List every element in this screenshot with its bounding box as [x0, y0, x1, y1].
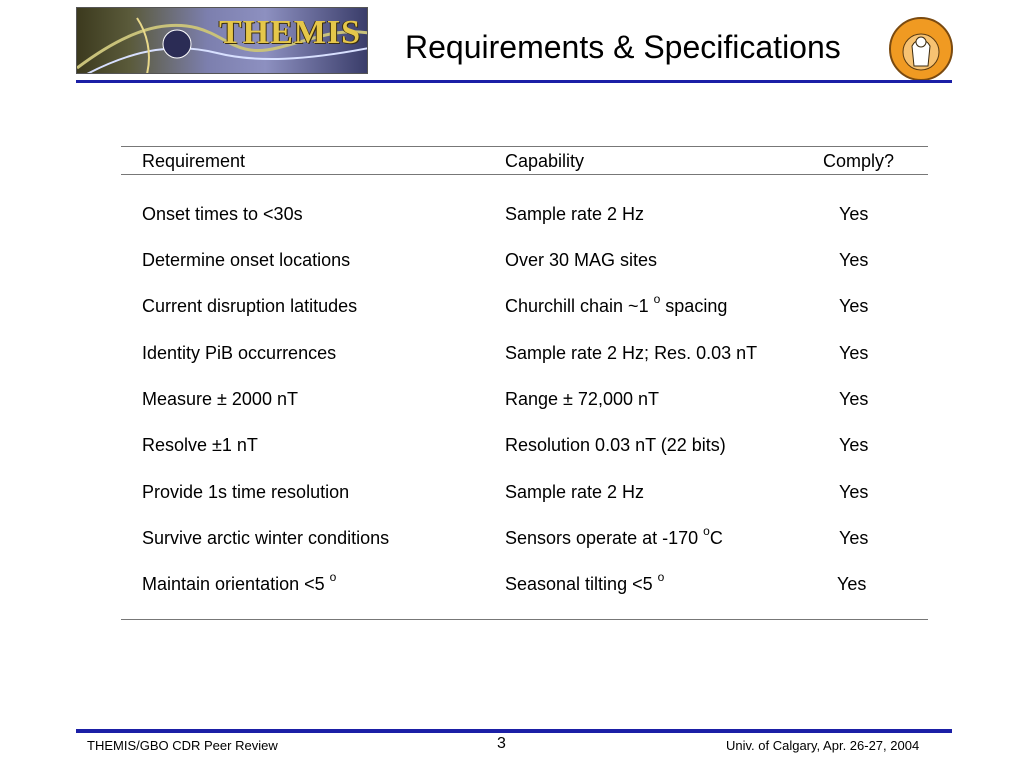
column-header-comply: Comply?: [823, 151, 895, 171]
table-row-comply: Yes: [839, 296, 869, 316]
table-row-comply: Yes: [839, 528, 869, 548]
capability-text: Churchill chain ~1: [505, 296, 649, 316]
table-row-requirement: Determine onset locations: [142, 250, 351, 270]
capability-text-suffix: C: [709, 528, 723, 548]
column-header-requirement: Requirement: [142, 151, 246, 171]
table-row-requirement: Resolve ±1 nT: [142, 435, 258, 455]
capability-text-suffix: spacing: [665, 296, 728, 316]
slide-title: Requirements & Specifications: [405, 29, 841, 65]
degree-symbol: o: [653, 292, 661, 306]
table-row-capability: [505, 292, 728, 319]
table-row-capability: Resolution 0.03 nT (22 bits): [505, 435, 726, 455]
table-row-requirement: Survive arctic winter conditions: [142, 528, 390, 548]
table-row-capability: Range ± 72,000 nT: [505, 389, 659, 409]
header-divider: [76, 80, 952, 83]
table-row-requirement: Identity PiB occurrences: [142, 343, 337, 363]
table-row-capability: [505, 570, 665, 597]
table-row-requirement: Provide 1s time resolution: [142, 482, 350, 502]
table-row-comply: Yes: [837, 574, 867, 594]
table-row-capability: Sample rate 2 Hz: [505, 482, 645, 502]
table-bottom-border: [121, 619, 928, 620]
themis-banner-logo: [76, 7, 368, 74]
logo-wordmark: THEMIS: [219, 14, 362, 51]
table-row-comply: Yes: [839, 482, 869, 502]
table-row-comply: Yes: [839, 435, 869, 455]
table-row-comply: Yes: [839, 204, 869, 224]
table-row-comply: Yes: [839, 389, 869, 409]
table-row-capability: [505, 524, 723, 551]
table-row-comply: Yes: [839, 343, 869, 363]
degree-symbol: o: [657, 570, 665, 584]
themis-seal-logo: [888, 16, 954, 82]
capability-text: Sensors operate at -170: [505, 528, 699, 548]
footer-left-text: THEMIS/GBO CDR Peer Review: [87, 738, 278, 753]
footer-right-text: Univ. of Calgary, Apr. 26-27, 2004: [726, 738, 920, 753]
table-row-capability: Sample rate 2 Hz; Res. 0.03 nT: [505, 343, 758, 363]
degree-symbol: o: [703, 524, 710, 538]
table-top-border: [121, 146, 928, 147]
page-number: 3: [497, 735, 506, 752]
table-row-capability: Over 30 MAG sites: [505, 250, 658, 270]
requirement-text: Maintain orientation <5: [142, 574, 325, 594]
degree-symbol: o: [329, 570, 337, 584]
table-header-border: [121, 174, 928, 175]
table-row-requirement: Current disruption latitudes: [142, 296, 358, 316]
table-row-comply: Yes: [839, 250, 869, 270]
table-row-capability: Sample rate 2 Hz: [505, 204, 645, 224]
footer-divider: [76, 729, 952, 733]
table-row-requirement: Measure ± 2000 nT: [142, 389, 298, 409]
table-row-requirement: [142, 570, 337, 597]
table-row-requirement: Onset times to <30s: [142, 204, 303, 224]
column-header-capability: Capability: [505, 151, 585, 171]
capability-text: Seasonal tilting <5: [505, 574, 653, 594]
